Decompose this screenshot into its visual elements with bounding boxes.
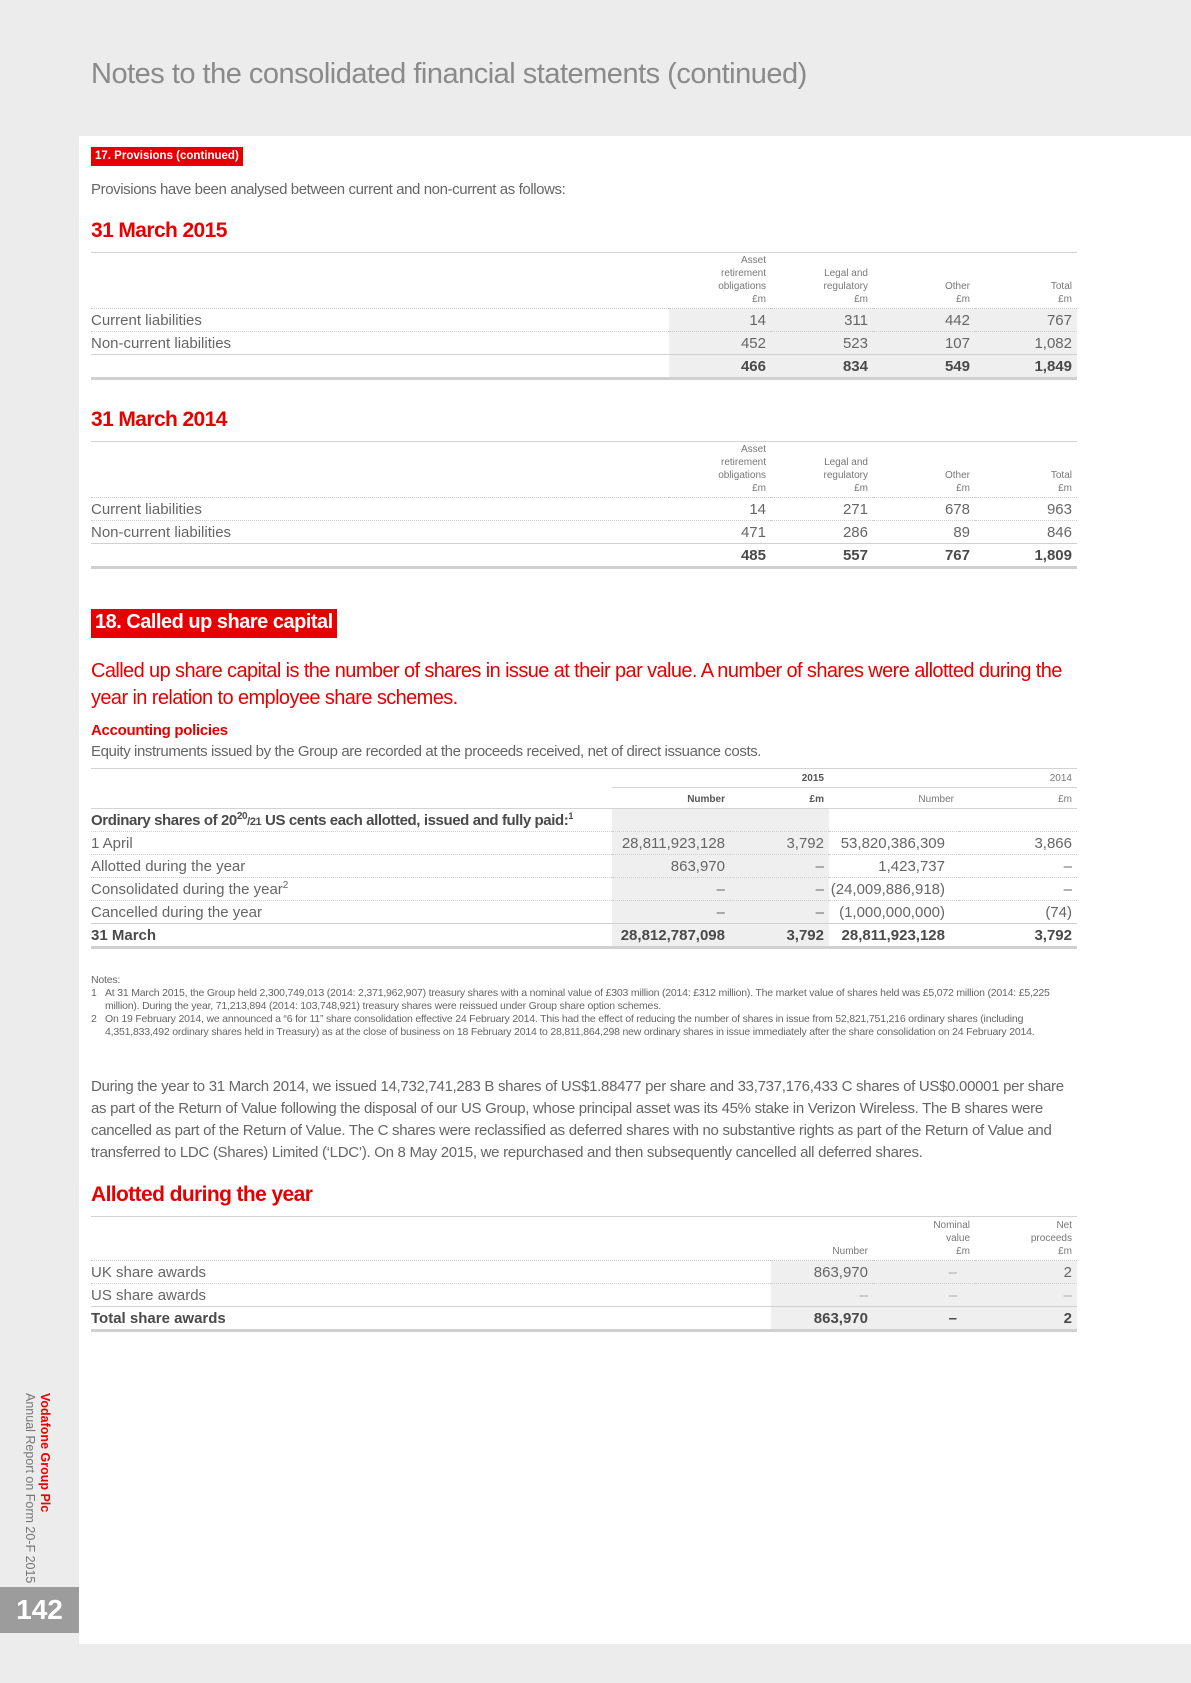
- table-row: Non-current liabilities 452 523 107 1,082: [91, 332, 1077, 355]
- table-row: Current liabilities 14 311 442 767: [91, 309, 1077, 332]
- footnotes: [91, 974, 1081, 1039]
- provisions-table-2015: [91, 252, 1077, 380]
- section-18-label: 18. Called up share capital: [91, 609, 337, 638]
- table-row: 1 April 28,811,923,128 3,792 53,820,386,309 3,866: [91, 832, 1077, 855]
- table-row: Allotted during the year 863,970 – 1,423,737 –: [91, 855, 1077, 878]
- table-header: Number Nominal value £m Net proceeds £m: [91, 1217, 1077, 1261]
- year-2015: 2015: [612, 769, 829, 788]
- table-row: Non-current liabilities 471 286 89 846: [91, 521, 1077, 544]
- column-header-row: Number £m Number £m: [91, 788, 1077, 809]
- table-header: [91, 253, 1077, 309]
- side-branding: [22, 1393, 52, 1583]
- year-header-row: [91, 769, 1077, 788]
- page-number: 142: [0, 1587, 79, 1633]
- footnote-1: 1 At 31 March 2015, the Group held 2,300,749,013 (2014: 2,371,962,907) treasury shares with a nominal value of £303 million (2014: £312 million). The market value of shares held was £5,072 million (2014: £5,225 million). During the year, 71,213,894 (2014: 103,748,921) treasury shares were reissued under Group share option schemes.: [91, 987, 1050, 1012]
- table-heading-2015: 31 March 2015: [91, 219, 227, 242]
- year-2014: 2014: [829, 769, 1077, 788]
- return-of-value-paragraph: During the year to 31 March 2014, we issued 14,732,741,283 B shares of US$1.88477 per share and 33,737,176,433 C shares of US$0.00001 per share as part of the Return of Value following the disposal of our US Group, whose principal asset was its 45% stake in Verizon Wireless. The B shares were cancelled as part of the Return of Value. The C shares were reclassified as deferred shares with no substantive rights as part of the Return of Value and transferred to LDC (Shares) Limited (‘LDC’). On 8 May 2015, we repurchased and then subsequently cancelled all deferred shares.: [91, 1078, 1064, 1161]
- section-18-lead: Called up share capital is the number of shares in issue at their par value. A number of shares were allotted during the year in relation to employee share schemes.: [91, 660, 1062, 709]
- section-17-label: 17. Provisions (continued): [91, 147, 243, 166]
- footer-band: [0, 1644, 1191, 1683]
- report-name: Annual Report on Form 20-F 2015: [23, 1393, 37, 1584]
- footnote-2: 2 On 19 February 2014, we announced a “6 for 11” share consolidation effective 24 February 2014. This had the effect of reducing the number of shares in issue from 52,821,751,216 ordinary shares (including 4,351,833,492 ordinary shares held in Treasury) as at the close of business on 18 February 2014 to 28,811,864,298 new ordinary shares in issue immediately after the share consolidation on 24 February 2014.: [91, 1013, 1035, 1038]
- table-header: [91, 442, 1077, 498]
- accounting-policies-text: Equity instruments issued by the Group are recorded at the proceeds received, net of direct issuance costs.: [91, 743, 762, 760]
- accounting-policies-heading: Accounting policies: [91, 722, 228, 739]
- table-heading-2014: 31 March 2014: [91, 408, 227, 431]
- allotted-heading: Allotted during the year: [91, 1183, 313, 1206]
- section-17-intro: Provisions have been analysed between current and non-current as follows:: [91, 181, 566, 198]
- table-total-row: 466 834 549 1,849: [91, 355, 1077, 379]
- notes-heading: Notes:: [91, 974, 121, 986]
- table-total-row: 31 March 28,812,787,098 3,792 28,811,923,128 3,792: [91, 924, 1077, 948]
- table-row: UK share awards 863,970 – 2: [91, 1261, 1077, 1284]
- table-row: Consolidated during the year$^2$ – – (24,009,886,918) –: [91, 878, 1077, 901]
- group-header-row: Ordinary shares of $20^{20}/21$ US cents each allotted, issued and fully paid:$^1$: [91, 809, 1077, 832]
- table-total-row: Total share awards 863,970 – 2: [91, 1307, 1077, 1331]
- col-legal: Legal and regulatory £m: [823, 268, 868, 305]
- table-row: Current liabilities 14 271 678 963: [91, 498, 1077, 521]
- provisions-table-2014: [91, 441, 1077, 569]
- share-capital-table: [91, 768, 1077, 949]
- brand-name: Vodafone Group Plc: [38, 1393, 52, 1513]
- table-row: Cancelled during the year – – (1,000,000,000) (74): [91, 901, 1077, 924]
- col-aro: Asset retirement obligations £m: [718, 444, 766, 494]
- table-row: US share awards – – –: [91, 1284, 1077, 1307]
- allotted-table: [91, 1216, 1077, 1332]
- col-legal: Legal and regulatory £m: [823, 457, 868, 494]
- col-other: Other £m: [944, 470, 970, 494]
- col-total: Total £m: [1050, 281, 1072, 305]
- table-total-row: 485 557 767 1,809: [91, 544, 1077, 568]
- col-total: Total £m: [1050, 470, 1072, 494]
- col-other: Other £m: [944, 281, 970, 305]
- page-title: Notes to the consolidated financial statements (continued): [91, 58, 807, 90]
- col-aro: Asset retirement obligations £m: [718, 255, 766, 305]
